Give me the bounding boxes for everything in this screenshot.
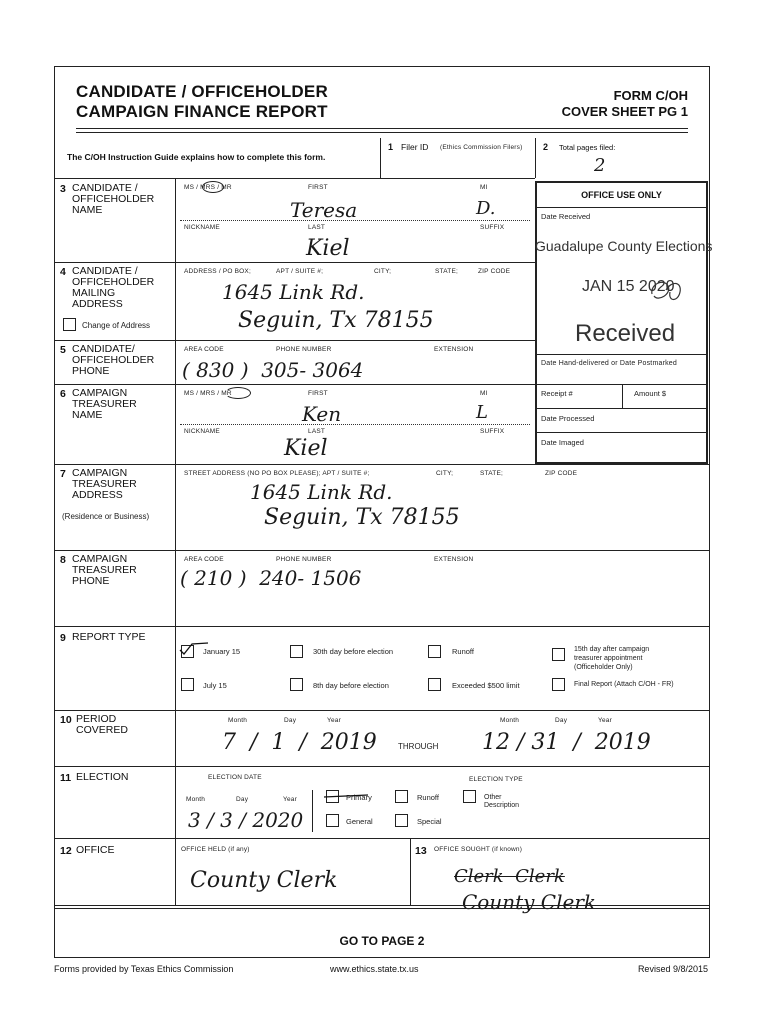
section-6-num: 6 — [60, 388, 66, 400]
footer-revised: Revised 9/8/2015 — [637, 964, 708, 974]
instruction-text: The C/OH Instruction Guide explains how to complete this form. — [67, 152, 326, 162]
header-rule-2 — [76, 132, 688, 133]
s10-from-value[interactable]: 7 / 1 / 2019 — [222, 730, 377, 755]
s7-city-label: CITY; — [436, 470, 454, 477]
stamp-received: Received — [575, 320, 676, 347]
s11-type-label: ELECTION TYPE — [469, 776, 523, 783]
s3-nickname-label: NICKNAME — [184, 224, 220, 231]
amount-label: Amount $ — [634, 389, 667, 398]
s5-phone-label: PHONE NUMBER — [276, 346, 332, 353]
s3-prefix-circle — [202, 181, 224, 193]
s3-prefix-label: MS / MRS / MR — [184, 184, 232, 191]
s3-mi-value[interactable]: D. — [476, 198, 496, 219]
s10-from-month-label: Month — [228, 717, 248, 724]
change-of-address-label: Change of Address — [82, 321, 151, 330]
section-12-num: 12 — [60, 845, 72, 857]
s10-from-year-label: Year — [327, 717, 341, 724]
section-9-num: 9 — [60, 632, 66, 644]
jan15-label: January 15 — [203, 647, 241, 656]
section-4-label: CANDIDATE / OFFICEHOLDER MAILING ADDRESS — [72, 265, 155, 310]
form-title-line1: CANDIDATE / OFFICEHOLDER — [76, 82, 328, 101]
s5-area-label: AREA CODE — [184, 346, 224, 353]
s8-phone-label: PHONE NUMBER — [276, 556, 332, 563]
section-10-label: PERIOD COVERED — [76, 713, 128, 736]
final-report-checkbox[interactable] — [552, 678, 565, 691]
section-3-label: CANDIDATE / OFFICEHOLDER NAME — [72, 182, 155, 216]
go-to-page-2: GO TO PAGE 2 — [339, 934, 425, 948]
s7-address-line1[interactable]: 1645 Link Rd. — [250, 480, 393, 504]
through-label: THROUGH — [398, 742, 439, 751]
s11-year-label: Year — [283, 796, 297, 803]
date-received-label: Date Received — [541, 212, 591, 221]
date-processed-label: Date Processed — [541, 414, 595, 423]
other-label: Other Description — [484, 794, 520, 809]
15day-label: 15th day after campaign treasurer appointment (Officeholder Only) — [574, 646, 650, 671]
office-sought-value[interactable]: County Clerk — [462, 890, 597, 914]
section-3-num: 3 — [60, 183, 66, 195]
s11-month-label: Month — [186, 796, 206, 803]
initials-scribble-icon — [646, 272, 686, 308]
s3-last-label: LAST — [308, 224, 326, 231]
s5-ext-label: EXTENSION — [434, 346, 474, 353]
total-pages-label: Total pages filed: — [559, 143, 616, 152]
s11-runoff-checkbox[interactable] — [395, 790, 408, 803]
other-checkbox[interactable] — [463, 790, 476, 803]
s6-last-label: LAST — [308, 428, 326, 435]
section-7-label: CAMPAIGN TREASURER ADDRESS — [72, 467, 137, 501]
runoff-label: Runoff — [452, 647, 474, 656]
office-sought-struck: Clerk Clerk — [454, 866, 565, 887]
jul15-label: July 15 — [203, 681, 227, 690]
s7-zip-label: ZIP CODE — [545, 470, 578, 477]
s11-runoff-label: Runoff — [417, 793, 439, 802]
total-pages-value[interactable]: 2 — [594, 155, 606, 176]
footer-url[interactable]: www.ethics.state.tx.us — [330, 964, 419, 974]
s3-last-value[interactable]: Kiel — [306, 236, 350, 261]
s6-first-label: FIRST — [308, 390, 328, 397]
s3-first-value[interactable]: Teresa — [290, 198, 358, 222]
section-7-num: 7 — [60, 468, 66, 480]
s6-last-value[interactable]: Kiel — [284, 436, 328, 461]
s7-address-line2[interactable]: Seguin, Tx 78155 — [264, 505, 460, 530]
8day-label: 8th day before election — [313, 681, 389, 690]
8day-checkbox[interactable] — [290, 678, 303, 691]
s4-address-line1[interactable]: 1645 Link Rd. — [222, 280, 365, 304]
stamp-date: JAN 15 2020 — [582, 278, 675, 295]
runoff-checkbox[interactable] — [428, 645, 441, 658]
s8-ext-label: EXTENSION — [434, 556, 474, 563]
s6-nickname-label: NICKNAME — [184, 428, 220, 435]
s11-day-label: Day — [236, 796, 249, 803]
s11-date-label: ELECTION DATE — [208, 774, 262, 781]
section-13-num: 13 — [415, 845, 427, 857]
15day-checkbox[interactable] — [552, 648, 565, 661]
office-use-title: OFFICE USE ONLY — [581, 190, 662, 200]
s4-apt-label: APT / SUITE #; — [276, 268, 324, 275]
form-subtitle: COVER SHEET PG 1 — [561, 104, 688, 119]
s3-suffix-label: SUFFIX — [480, 224, 505, 231]
s6-prefix-circle — [225, 387, 251, 399]
filer-id-num: 1 — [388, 142, 394, 152]
s6-suffix-label: SUFFIX — [480, 428, 505, 435]
section-8-label: CAMPAIGN TREASURER PHONE — [72, 553, 137, 587]
jul15-checkbox[interactable] — [181, 678, 194, 691]
section-10-num: 10 — [60, 714, 72, 726]
total-pages-num: 2 — [543, 142, 549, 152]
section-11-label: ELECTION — [76, 771, 129, 783]
section-12-label: OFFICE — [76, 844, 115, 856]
s4-city-label: CITY; — [374, 268, 392, 275]
receipt-label: Receipt # — [541, 389, 573, 398]
s4-state-label: STATE; — [435, 268, 458, 275]
s8-area-label: AREA CODE — [184, 556, 224, 563]
s3-mi-label: MI — [480, 184, 488, 191]
s4-address-line2[interactable]: Seguin, Tx 78155 — [238, 308, 434, 333]
section-6-label: CAMPAIGN TREASURER NAME — [72, 387, 137, 421]
date-hand-delivered-label: Date Hand-delivered or Date Postmarked — [541, 360, 677, 367]
filer-id-field[interactable] — [400, 160, 530, 174]
s4-zip-label: ZIP CODE — [478, 268, 511, 275]
change-of-address-checkbox[interactable] — [63, 318, 76, 331]
section-7-sublabel: (Residence or Business) — [62, 512, 150, 521]
s10-from-day-label: Day — [284, 717, 297, 724]
s8-phone-value[interactable]: ( 210 ) 240- 1506 — [180, 566, 362, 590]
s11-date-value[interactable]: 3 / 3 / 2020 — [188, 808, 304, 832]
date-imaged-label: Date Imaged — [541, 438, 584, 447]
s10-to-month-label: Month — [500, 717, 520, 724]
30day-label: 30th day before election — [313, 647, 394, 656]
s4-address-label: ADDRESS / PO BOX; — [184, 268, 251, 275]
header-rule — [76, 128, 688, 129]
s6-mi-value[interactable]: L — [476, 402, 488, 423]
s10-to-year-label: Year — [598, 717, 612, 724]
s5-phone-value[interactable]: ( 830 ) 305- 3064 — [182, 358, 364, 382]
s6-mi-label: MI — [480, 390, 488, 397]
s7-state-label: STATE; — [480, 470, 503, 477]
office-sought-label: OFFICE SOUGHT (if known) — [434, 846, 523, 853]
section-8-num: 8 — [60, 554, 66, 566]
office-held-label: OFFICE HELD (if any) — [181, 846, 250, 853]
s6-prefix-label: MS / MRS / MR — [184, 390, 232, 397]
general-checkbox[interactable] — [326, 814, 339, 827]
s7-street-label: STREET ADDRESS (NO PO BOX PLEASE); APT / SUITE #; — [184, 470, 370, 477]
form-id: FORM C/OH — [613, 88, 688, 103]
stamp-county: Guadalupe County Elections — [535, 238, 713, 254]
special-checkbox[interactable] — [395, 814, 408, 827]
s3-first-label: FIRST — [308, 184, 328, 191]
filer-id-note: (Ethics Commission Filers) — [440, 144, 523, 151]
exceeded-label: Exceeded $500 limit — [452, 681, 520, 690]
final-report-label: Final Report (Attach C/OH - FR) — [574, 681, 674, 688]
s6-first-value[interactable]: Ken — [302, 402, 342, 426]
form-title-line2: CAMPAIGN FINANCE REPORT — [76, 102, 328, 121]
s10-to-value[interactable]: 12 / 31 / 2019 — [482, 730, 651, 755]
s10-to-day-label: Day — [555, 717, 568, 724]
special-label: Special — [417, 817, 442, 826]
30day-checkbox[interactable] — [290, 645, 303, 658]
general-label: General — [346, 817, 373, 826]
section-9-label: REPORT TYPE — [72, 631, 146, 643]
footer-left: Forms provided by Texas Ethics Commission — [54, 964, 234, 974]
office-held-value[interactable]: County Clerk — [190, 868, 338, 893]
section-5-num: 5 — [60, 344, 66, 356]
primary-label: Primary — [346, 793, 372, 802]
exceeded-checkbox[interactable] — [428, 678, 441, 691]
filer-id-label: Filer ID — [401, 142, 429, 152]
section-4-num: 4 — [60, 266, 66, 278]
section-11-num: 11 — [60, 772, 72, 784]
section-5-label: CANDIDATE/ OFFICEHOLDER PHONE — [72, 343, 155, 377]
